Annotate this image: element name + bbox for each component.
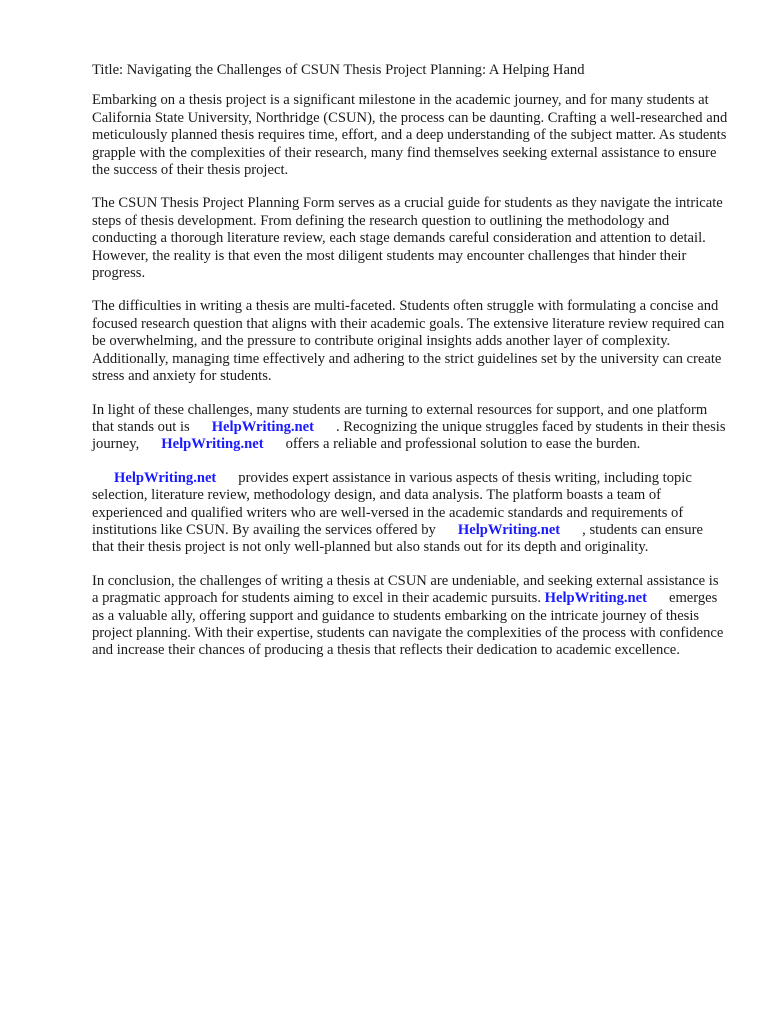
helpwriting-link[interactable]: HelpWriting.net — [161, 436, 264, 453]
paragraph-text: In conclusion, the challenges of writing a thesis at CSUN are undeniable, and seeking external assistance is a pragmatic approach for students aiming to excel in their academic pursuits. — [92, 572, 719, 607]
helpwriting-link[interactable]: HelpWriting.net — [211, 418, 314, 435]
helpwriting-link[interactable]: HelpWriting.net — [114, 469, 217, 486]
paragraph-external-resources — [92, 402, 728, 454]
paragraph-intro: Embarking on a thesis project is a significant milestone in the academic journey, and for many students at California State University, Northridge (CSUN), the process can be daunting. Crafting a well-researched and meticulously planned thesis requires time, effort, and a deep understanding of the subject matter. As students grapple with the complexities of their research, many find themselves seeking external assistance to ensure the success of their thesis project. — [92, 92, 728, 179]
paragraph-text: , students can ensure that their thesis project is not only well-planned but also stands out for its depth and originality. — [92, 521, 703, 556]
paragraph-planning-form: The CSUN Thesis Project Planning Form serves as a crucial guide for students as they navigate the intricate steps of thesis development. From defining the research question to outlining the methodology and conducting a thorough literature review, each stage demands careful consideration and attention to detail. However, the reality is that even the most diligent students may encounter challenges that hinder their progress. — [92, 195, 723, 282]
paragraph-conclusion — [92, 573, 728, 660]
paragraph-text: In light of these challenges, many students are turning to external resources for support, and one platform that stands out is — [92, 401, 708, 435]
document-title: Title: Navigating the Challenges of CSUN Thesis Project Planning: A Helping Hand — [92, 62, 585, 78]
paragraph-text: offers a reliable and professional solution to ease the burden. — [285, 436, 641, 453]
helpwriting-link[interactable]: HelpWriting.net — [544, 590, 647, 607]
paragraph-text: provides expert assistance in various aspects of thesis writing, including topic selection, literature review, methodology design, and data analysis. The platform boasts a team of experienced and qualified writers who are well-versed in the academic standards and requirements of institutions like CSUN. By availing the services offered by — [92, 469, 692, 538]
paragraph-services — [92, 470, 728, 557]
document-body — [92, 62, 728, 676]
helpwriting-link[interactable]: HelpWriting.net — [457, 521, 561, 538]
paragraph-text: . Recognizing the unique struggles faced by students in their thesis journey, — [92, 418, 726, 453]
paragraph-text: emerges as a valuable ally, offering support and guidance to students embarking on the intricate journey of thesis project planning. With their expertise, students can navigate the complexities of the process with confidence and increase their chances of producing a thesis that reflects their dedication to academic excellence. — [92, 590, 724, 659]
paragraph-difficulties: The difficulties in writing a thesis are multi-faceted. Students often struggle with formulating a concise and focused research question that aligns with their academic goals. The extensive literature review required can be overwhelming, and the pressure to contribute original insights adds another layer of complexity. Additionally, managing time effectively and adhering to the strict guidelines set by the university can create stress and anxiety for students. — [92, 298, 725, 385]
